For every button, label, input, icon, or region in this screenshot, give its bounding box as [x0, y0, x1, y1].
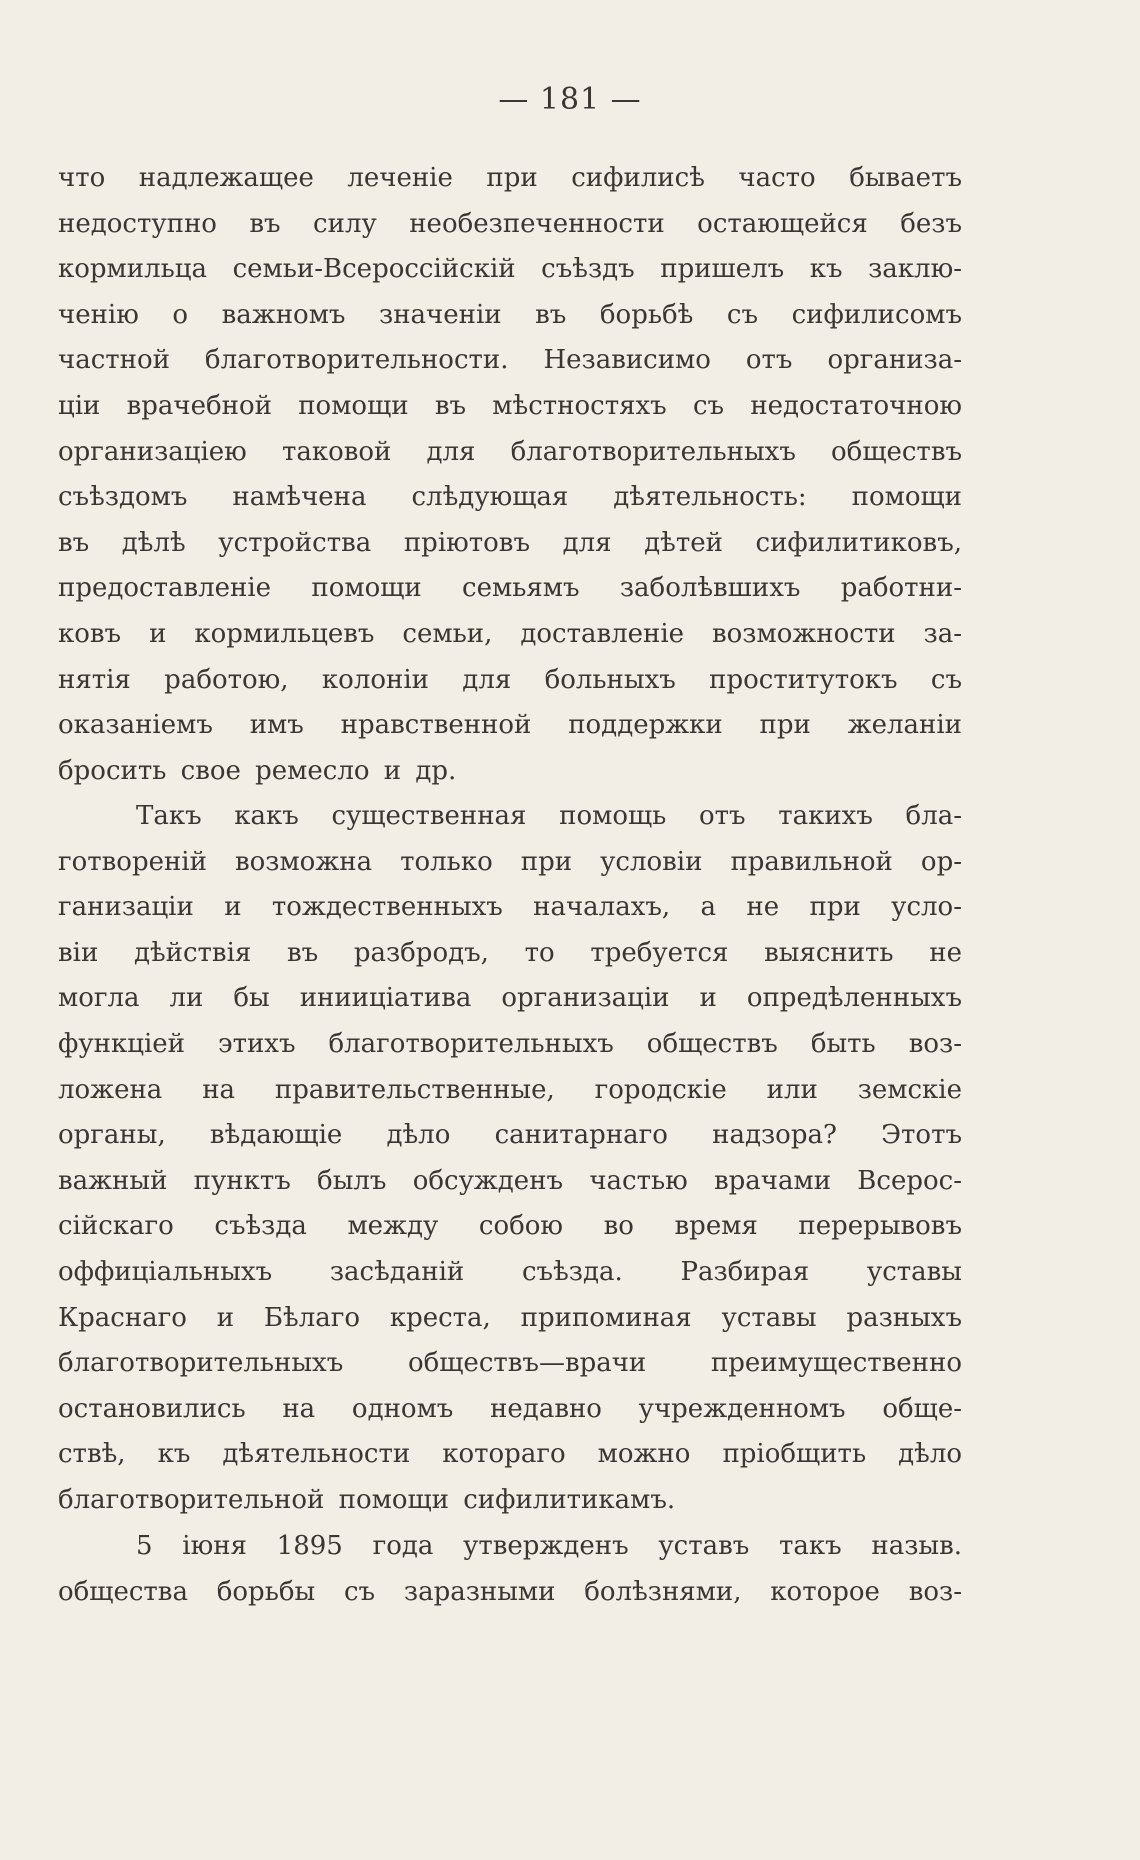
text-line: Краснаго и Бѣлаго креста, припоминая уставы разныхъ: [58, 1302, 962, 1333]
text-line: оказаніемъ имъ нравственной поддержки при желаніи: [58, 710, 962, 741]
text-line: благотворительныхъ обществъ—врачи преимущественно: [58, 1348, 962, 1379]
text-line: въ дѣлѣ устройства пріютовъ для дѣтей сифилитиковъ,: [58, 527, 962, 558]
text-line: готвореній возможна только при условіи правильной ор-: [58, 846, 962, 877]
paragraph-3: [58, 1524, 962, 1615]
text-line: бросить свое ремесло и др.: [58, 755, 457, 786]
text-line: организаціею таковой для благотворительныхъ обществъ: [58, 436, 962, 467]
text-line: Такъ какъ существенная помощь отъ такихъ бла-: [136, 801, 962, 831]
page-number: — 181 —: [498, 82, 642, 117]
paragraph-1: [58, 156, 962, 794]
text-line: могла ли бы инииціатива организаціи и опредѣленныхъ: [58, 983, 962, 1014]
text-line: частной благотворительности. Независимо отъ организа-: [58, 345, 962, 376]
text-line: благотворительной помощи сифилитикамъ.: [58, 1484, 676, 1515]
text-line: предоставленіе помощи семьямъ заболѣвшихъ работни-: [58, 573, 962, 604]
text-line: остановились на одномъ недавно учрежденномъ обще-: [58, 1393, 962, 1424]
text-line: ствѣ, къ дѣятельности котораго можно пріобщить дѣло: [58, 1439, 962, 1470]
text-line: ложена на правительственные, городскіе или земскіе: [58, 1074, 962, 1105]
text-line: кормильца семьи-Всероссійскій съѣздъ пришелъ къ заклю-: [58, 254, 962, 285]
paragraph-2: [58, 794, 962, 1524]
text-line: недоступно въ силу необезпеченности остающейся безъ: [58, 208, 962, 239]
text-line: ченію о важномъ значеніи въ борьбѣ съ сифилисомъ: [58, 299, 962, 330]
text-line: ганизаціи и тождественныхъ началахъ, а не при усло-: [58, 892, 962, 923]
text-line: оффиціальныхъ засѣданій съѣзда. Разбирая уставы: [58, 1256, 962, 1287]
text-line: съѣздомъ намѣчена слѣдующая дѣятельность: помощи: [58, 482, 962, 513]
text-line: органы, вѣдающіе дѣло санитарнаго надзора? Этотъ: [58, 1120, 962, 1151]
text-line: общества борьбы съ заразными болѣзнями, которое воз-: [58, 1576, 962, 1607]
text-line: ковъ и кормильцевъ семьи, доставленіе возможности за-: [58, 618, 962, 649]
text-line: функціей этихъ благотворительныхъ обществъ быть воз-: [58, 1028, 962, 1059]
text-line: ціи врачебной помощи въ мѣстностяхъ съ недостаточною: [58, 390, 962, 421]
text-line: віи дѣйствія въ разбродъ, то требуется выяснить не: [58, 937, 962, 968]
text-line: 5 іюня 1895 года утвержденъ уставъ такъ назыв.: [136, 1531, 962, 1561]
text-line: важный пунктъ былъ обсужденъ частью врачами Всерос-: [58, 1165, 962, 1196]
text-line: нятія работою, колоніи для больныхъ проститутокъ съ: [58, 664, 962, 695]
text-line: что надлежащее леченіе при сифилисѣ часто бываетъ: [58, 163, 962, 193]
text-line: сійскаго съѣзда между собою во время перерывовъ: [58, 1211, 962, 1242]
